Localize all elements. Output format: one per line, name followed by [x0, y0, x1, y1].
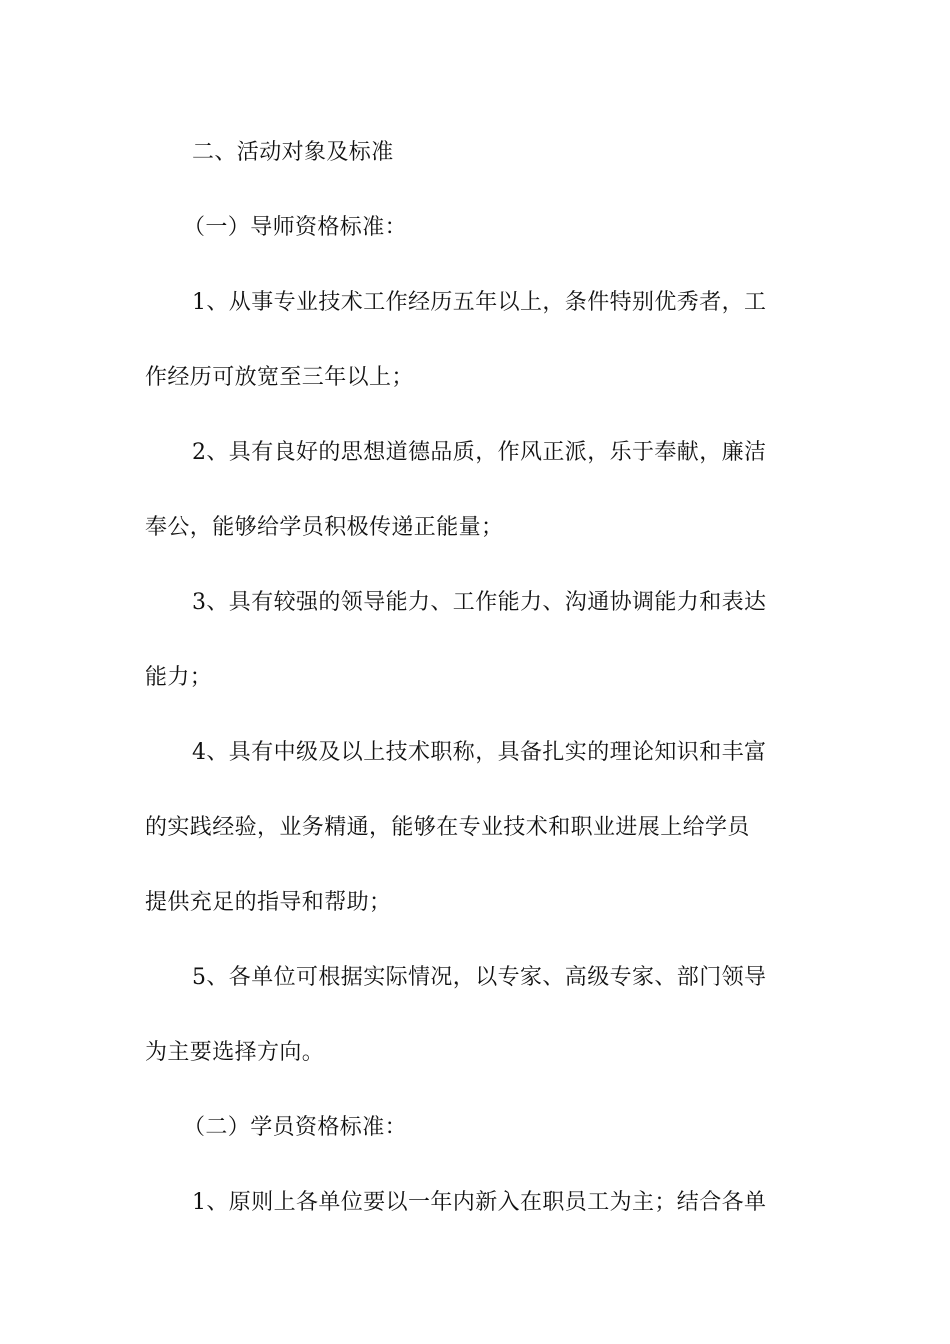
paragraph-line: 提供充足的指导和帮助； [145, 890, 392, 915]
paragraph-line: 奉公，能够给学员积极传递正能量； [145, 515, 504, 540]
paragraph-line: 作经历可放宽至三年以上； [145, 365, 414, 390]
paragraph-line: 5、各单位可根据实际情况，以专家、高级专家、部门领导 [192, 965, 767, 990]
paragraph-line: 3、具有较强的领导能力、工作能力、沟通协调能力和表达 [192, 590, 767, 615]
paragraph-line: 4、具有中级及以上技术职称，具备扎实的理论知识和丰富 [192, 740, 767, 765]
paragraph-line: 能力； [145, 665, 213, 690]
section-heading: 二、活动对象及标准 [192, 140, 394, 165]
paragraph-line: 1、原则上各单位要以一年内新入在职员工为主；结合各单 [192, 1190, 767, 1215]
subsection-heading-student: （二）学员资格标准： [183, 1115, 408, 1140]
paragraph-line: 的实践经验，业务精通，能够在专业技术和职业进展上给学员 [145, 815, 750, 840]
paragraph-line: 为主要选择方向。 [145, 1040, 325, 1065]
subsection-heading-mentor: （一）导师资格标准： [183, 215, 408, 240]
paragraph-line: 2、具有良好的思想道德品质，作风正派，乐于奉献，廉洁 [192, 440, 767, 465]
paragraph-line: 1、从事专业技术工作经历五年以上，条件特别优秀者，工 [192, 290, 767, 315]
